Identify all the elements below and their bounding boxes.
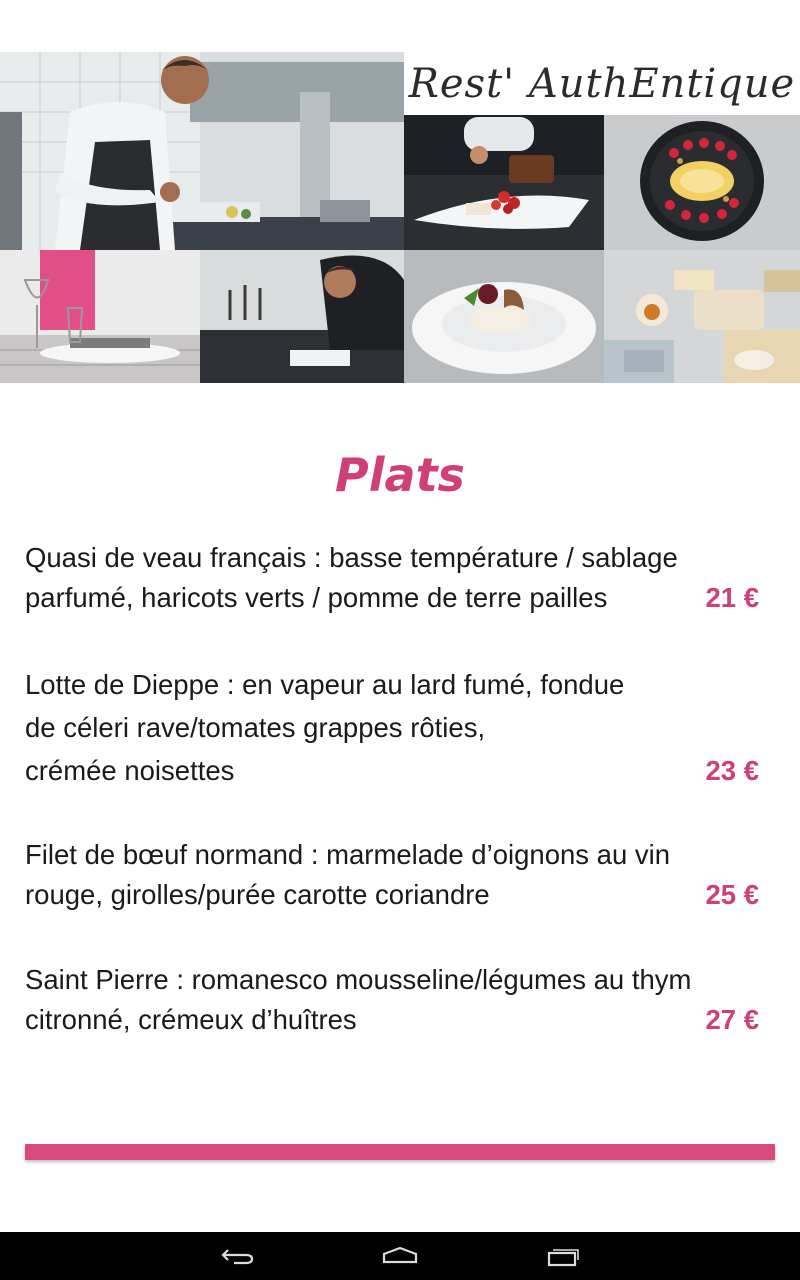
back-icon xyxy=(220,1246,256,1266)
brand-logo xyxy=(404,52,800,115)
header-collage xyxy=(0,52,800,383)
menu-item-text: crémée noisettes xyxy=(25,755,235,786)
footer-divider xyxy=(25,1144,775,1160)
menu-item-price: 21 € xyxy=(705,582,759,613)
photo-cheese-board xyxy=(604,250,800,383)
home-button[interactable] xyxy=(380,1240,420,1272)
menu-item-text: Saint Pierre : romanesco mousseline/légumes au thym xyxy=(25,964,692,995)
menu-item xyxy=(25,835,765,915)
page-title: Plats xyxy=(335,448,465,502)
menu-item-price: 27 € xyxy=(705,1004,759,1035)
menu-item-text: citronné, crémeux d’huîtres xyxy=(25,1004,357,1035)
menu-item xyxy=(25,960,765,1040)
home-icon xyxy=(380,1246,420,1266)
photo-plating xyxy=(404,115,604,250)
menu-item xyxy=(25,538,765,618)
menu-item-price: 25 € xyxy=(705,879,759,910)
photo-chef-counter xyxy=(200,250,404,383)
menu-item-text: de céleri rave/tomates grappes rôties, xyxy=(25,712,486,743)
photo-table-setting xyxy=(0,250,200,383)
menu-item xyxy=(25,663,765,792)
menu-item-text: Filet de bœuf normand : marmelade d’oignons au vin xyxy=(25,839,671,870)
photo-dessert-plate xyxy=(604,115,800,250)
system-nav-bar xyxy=(0,1232,800,1280)
menu-item-text: rouge, girolles/purée carotte coriandre xyxy=(25,879,490,910)
back-button[interactable] xyxy=(218,1240,258,1272)
recent-apps-button[interactable] xyxy=(543,1240,583,1272)
menu-item-text: Lotte de Dieppe : en vapeur au lard fumé, fondue xyxy=(25,669,625,700)
menu-item-text: Quasi de veau français : basse température / sablage xyxy=(25,542,678,573)
brand-name: Rest' AuthEntique xyxy=(408,60,796,107)
menu-item-price: 23 € xyxy=(705,755,759,786)
photo-chef-kitchen xyxy=(0,52,404,250)
recent-apps-icon xyxy=(545,1245,581,1267)
menu-item-text: parfumé, haricots verts / pomme de terre pailles xyxy=(25,582,608,613)
photo-bowl-dish xyxy=(404,250,604,383)
